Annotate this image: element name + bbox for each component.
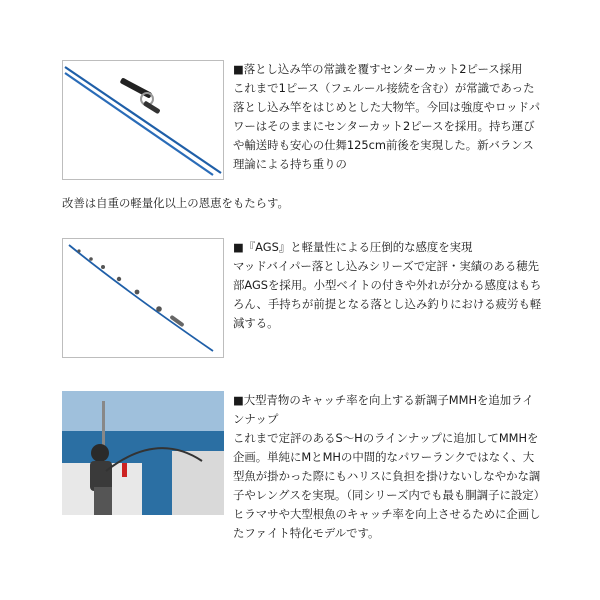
- rod-tip-guides-icon: [63, 239, 223, 357]
- feature-body-tail: 改善は自重の軽量化以上の恩恵をもたらす。: [62, 196, 289, 210]
- feature-heading: ■落とし込み竿の常識を覆すセンターカット2ピース採用: [233, 62, 523, 76]
- rod-blanks-photo: [62, 60, 224, 180]
- feature-heading: ■『AGS』と軽量性による圧倒的な感度を実現: [233, 240, 473, 254]
- feature-heading: ■大型青物のキャッチ率を向上する新調子MMHを追加ラインナップ: [233, 393, 534, 426]
- angler-photo: [62, 391, 224, 515]
- angler-on-boat-icon: [62, 391, 224, 515]
- feature-text-1: [233, 60, 543, 174]
- feature-text-3: [233, 391, 543, 543]
- feature-body: マッドバイパー落とし込みシリーズで定評・実績のある穂先部AGSを採用。小型ベイトの付きや外れが分かる感度はもちろん、手持ちが前提となる落とし込み釣りにおける疲労も軽減する。: [233, 259, 542, 330]
- rod-tip-photo: [62, 238, 224, 358]
- feature-body: これまで1ピース（フェルール接続を含む）が常識であった落とし込み竿をはじめとした大物竿。今回は強度やロッドパワーはそのままにセンターカット2ピースを採用。持ち運びや輸送時も安心の仕舞125cm前後を実現した。新バランス理論による持ち重りの: [233, 81, 541, 171]
- rod-blanks-with-reel-seat-icon: [63, 61, 223, 179]
- feature-body: これまで定評のあるS〜Hのラインナップに追加してMMHを企画。単純にMとMHの中間的なパワーランクではなく、大型魚が掛かった際にもハリスに負担を掛けないしなやかな調子やレングスを実現。（同シリーズ内でも最も胴調子に設定）ヒラマサや大型根魚のキャッチ率を向上させるために企画したファイト特化モデルです。: [233, 431, 541, 540]
- feature-text-2: [233, 238, 543, 333]
